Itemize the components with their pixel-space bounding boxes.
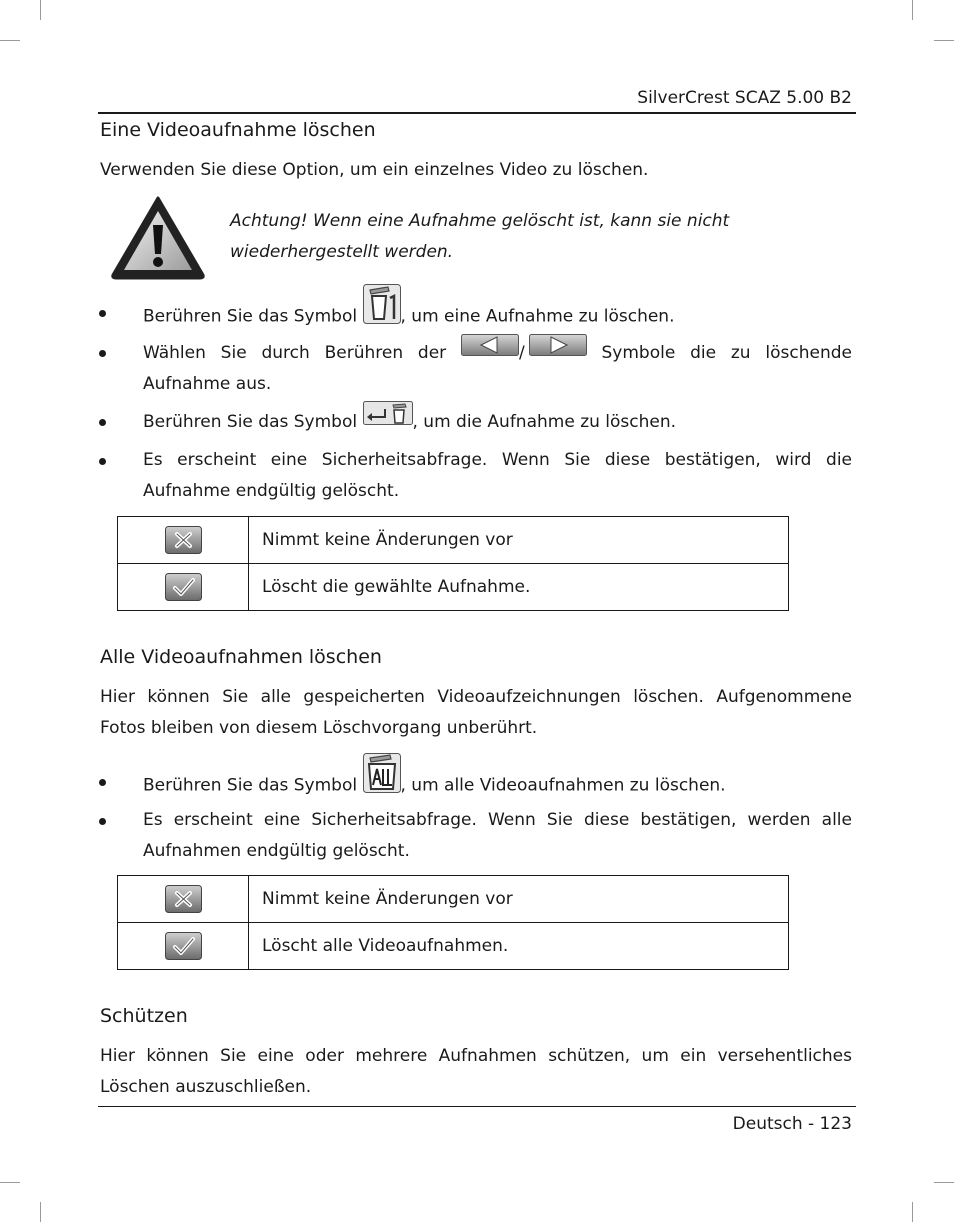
- confirm-delete-icon: [363, 401, 413, 436]
- table-row: [118, 517, 789, 564]
- section-heading-delete-all: Alle Videoaufnahmen löschen: [100, 646, 382, 668]
- section-heading-delete-one: Eine Videoaufnahme löschen: [100, 119, 376, 141]
- bullet-text: Berühren Sie das Symbol: [143, 775, 363, 796]
- bullet-item: Es erscheint eine Sicherheitsabfrage. Wenn Sie diese bestätigen, werden alle Aufnahmen endgültig gelöscht.: [143, 810, 852, 861]
- arrow-left-icon: [461, 334, 519, 367]
- bullet-item: [143, 338, 852, 400]
- trash-one-icon: [363, 284, 401, 335]
- bullet-dot: [99, 458, 106, 465]
- table-row: [118, 564, 789, 611]
- options-table: [117, 516, 789, 611]
- confirm-check-icon: [165, 573, 202, 601]
- table-cell-icon: [118, 564, 249, 611]
- cancel-x-icon: [165, 885, 202, 913]
- trash-all-icon: [363, 753, 401, 804]
- table-cell-text: Nimmt keine Änderungen vor: [249, 876, 789, 923]
- table-cell-icon: [118, 876, 249, 923]
- bullet-item: [143, 298, 852, 335]
- table-cell-icon: [118, 517, 249, 564]
- confirm-check-icon: [165, 932, 202, 960]
- bullet-dot: [99, 818, 106, 825]
- crop-mark: [934, 40, 954, 41]
- bullet-item: [143, 407, 852, 438]
- bullet-text: Wählen Sie durch Berühren der: [143, 343, 461, 363]
- table-cell-text: Nimmt keine Änderungen vor: [249, 517, 789, 564]
- crop-mark: [934, 1182, 954, 1183]
- page-number: Deutsch - 123: [732, 1114, 852, 1134]
- section-intro: Verwenden Sie diese Option, um ein einzelnes Video zu löschen.: [100, 160, 649, 180]
- header-rule: [98, 112, 856, 114]
- cancel-x-icon: [165, 526, 202, 554]
- section-intro: Hier können Sie alle gespeicherten Videoaufzeichnungen löschen. Aufgenommene Fotos bleiben von diesem Löschvorgang unberührt.: [100, 687, 852, 738]
- table-row: [118, 923, 789, 970]
- crop-mark: [0, 40, 20, 41]
- bullet-text: Symbole die zu löschende Aufnahme aus.: [143, 343, 852, 394]
- warning-line-2: wiederhergestellt werden.: [230, 242, 454, 262]
- bullet-text: , um alle Videoaufnahmen zu löschen.: [400, 775, 726, 796]
- bullet-text: , um eine Aufnahme zu löschen.: [400, 306, 675, 327]
- table-cell-icon: [118, 923, 249, 970]
- bullet-dot: [99, 779, 106, 786]
- bullet-text: Berühren Sie das Symbol: [143, 412, 363, 432]
- crop-mark: [0, 1182, 20, 1183]
- warning-triangle-icon: [110, 194, 206, 280]
- bullet-item: [143, 767, 852, 804]
- running-header: SilverCrest SCAZ 5.00 B2: [637, 88, 852, 108]
- crop-mark: [40, 0, 41, 20]
- warning-line-1: Achtung! Wenn eine Aufnahme gelöscht ist, kann sie nicht: [230, 211, 730, 231]
- section-heading-protect: Schützen: [100, 1005, 188, 1027]
- footer-rule: [98, 1106, 856, 1107]
- bullet-dot: [99, 310, 106, 317]
- bullet-dot: [99, 350, 106, 357]
- table-cell-text: Löscht die gewählte Aufnahme.: [249, 564, 789, 611]
- bullet-text: Berühren Sie das Symbol: [143, 306, 363, 327]
- bullet-dot: [99, 419, 106, 426]
- crop-mark: [40, 1202, 41, 1222]
- warning-text: [230, 206, 790, 268]
- bullet-text: /: [518, 343, 525, 363]
- table-cell-text: Löscht alle Videoaufnahmen.: [249, 923, 789, 970]
- bullet-text: , um die Aufnahme zu löschen.: [412, 412, 677, 432]
- crop-mark: [912, 1202, 913, 1222]
- table-row: [118, 876, 789, 923]
- section-intro: Hier können Sie eine oder mehrere Aufnahmen schützen, um ein versehentliches Löschen auszuschließen.: [100, 1046, 852, 1097]
- arrow-right-icon: [529, 334, 587, 367]
- crop-mark: [912, 0, 913, 20]
- bullet-item: Es erscheint eine Sicherheitsabfrage. Wenn Sie diese bestätigen, wird die Aufnahme endgültig gelöscht.: [143, 450, 852, 501]
- options-table: [117, 875, 789, 970]
